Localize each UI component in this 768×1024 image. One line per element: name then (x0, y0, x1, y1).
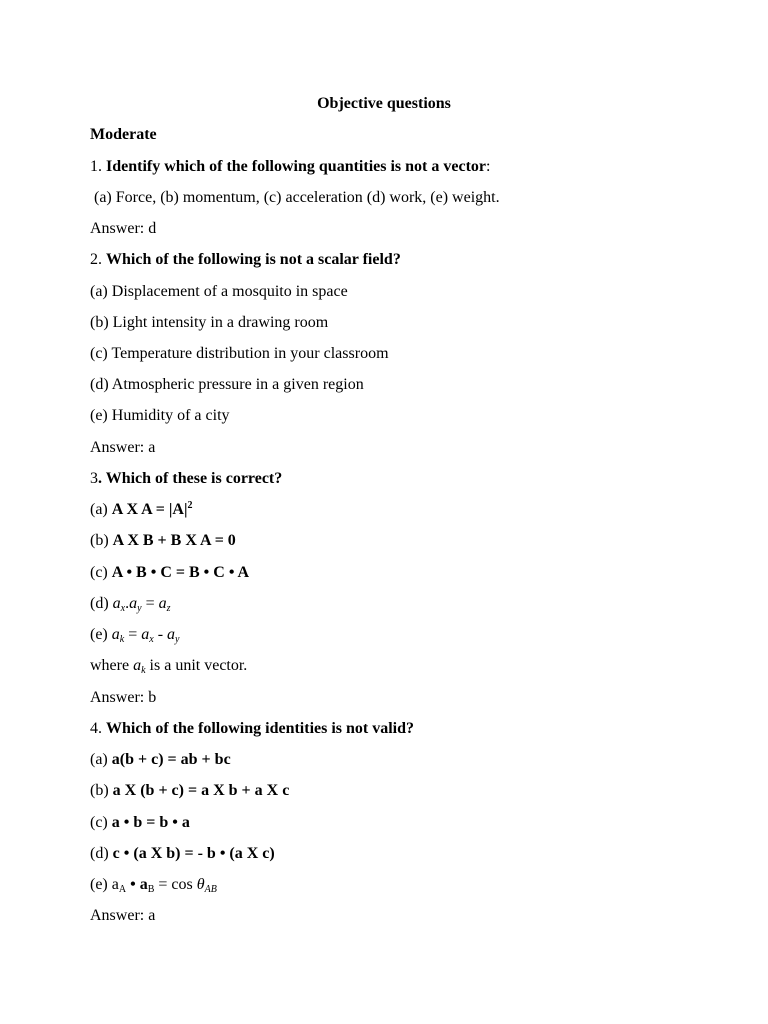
question-2-option-d: (d) Atmospheric pressure in a given region (90, 376, 364, 393)
question-2-answer: Answer: a (90, 439, 156, 456)
question-3: 3. Which of these is correct? (90, 470, 283, 487)
document-title: Objective questions (317, 95, 451, 112)
question-2-option-c: (c) Temperature distribution in your classroom (90, 345, 389, 362)
question-3-option-a: (a) A X $A = |A|^2$ (90, 500, 193, 518)
question-2-option-b: (b) Light intensity in a drawing room (90, 314, 329, 331)
question-1-answer: Answer: d (90, 220, 157, 237)
question-2-option-a: (a) Displacement of a mosquito in space (90, 283, 348, 300)
section-heading: Moderate (90, 126, 157, 143)
question-1-options: (a) Force, (b) momentum, (c) acceleration (d) work, (e) weight. (94, 189, 500, 206)
question-2: 2. Which of the following is not a scalar field? (90, 251, 401, 268)
question-2-option-e: (e) Humidity of a city (90, 407, 230, 424)
question-3-answer: Answer: b (90, 689, 157, 706)
question-4-option-d: (d) c • (a X b) = - b • (a X c) (90, 845, 275, 862)
question-1: 1. Identify which of the following quantities is not a vector: (90, 158, 491, 175)
question-4: 4. Which of the following identities is not valid? (90, 720, 415, 737)
question-4-option-a: (a) a(b + c) = ab + bc (90, 751, 231, 768)
question-3-option-b: (b) A X B + B X A = 0 (90, 532, 236, 549)
question-3-option-d: (d) $a_x.a_y = a_z$ (90, 595, 171, 614)
question-4-option-b: (b) a X (b + c) = a X b + a X c (90, 782, 290, 799)
question-3-option-c: (c) A • B • C = B • C • A (90, 564, 250, 581)
question-4-answer: Answer: a (90, 907, 156, 924)
question-3-note: where $a_k$ is a unit vector. (90, 657, 248, 676)
question-3-option-e: (e) $a_k = a_x - a_y$ (90, 626, 180, 645)
question-4-option-c: (c) a • b = b • a (90, 814, 190, 831)
question-4-option-e: (e) $a_A$ • $a_B = \cos \theta_{AB}$ (90, 876, 217, 895)
